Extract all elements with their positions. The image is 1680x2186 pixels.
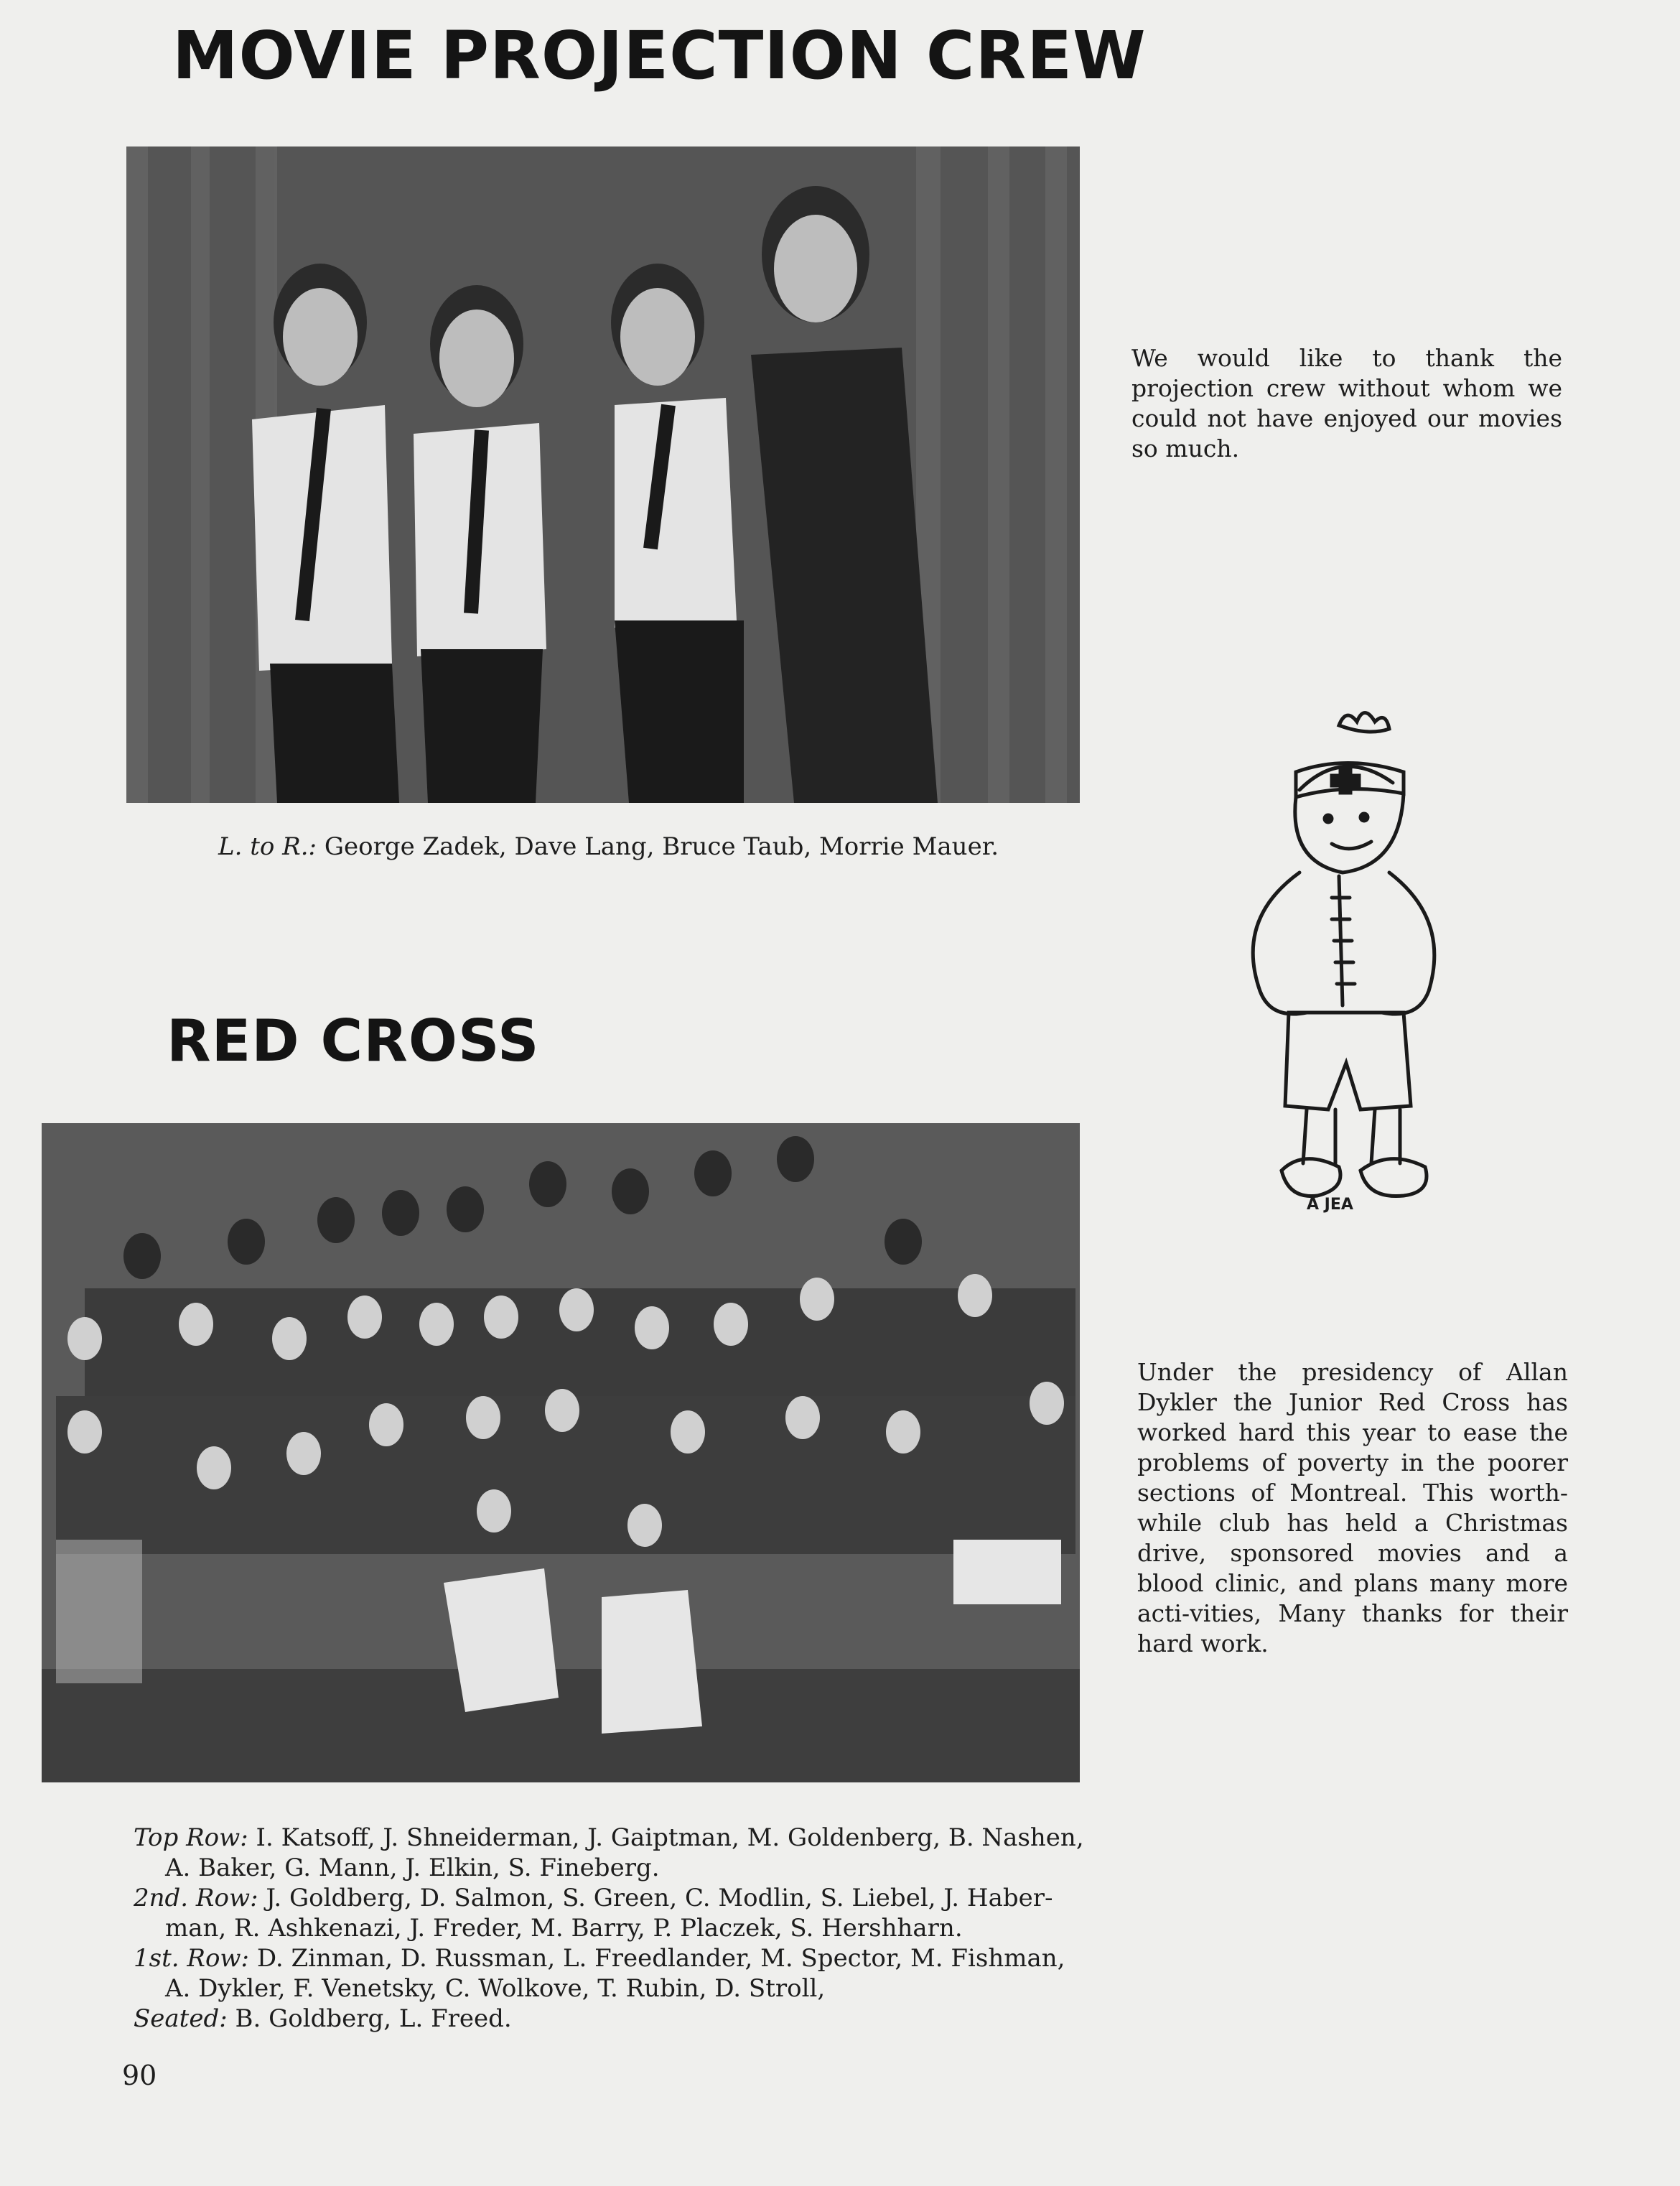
roster-top-row-line1: I. Katsoff, J. Shneiderman, J. Gaiptman, M. Goldenberg, B. Nashen, [256, 1823, 1084, 1852]
roster-first-row [134, 1943, 1084, 1973]
roster-second-row-line2: man, R. Ashkenazi, J. Freder, M. Barry, P. Placzek, S. Hershharn. [165, 1914, 963, 1943]
movie-crew-thanks-text: We would like to thank the projection crew without whom we could not have enjoyed our movies so much. [1131, 344, 1562, 462]
caption-names: George Zadek, Dave Lang, Bruce Taub, Morrie Mauer. [324, 832, 999, 861]
roster-seated [134, 2004, 1084, 2034]
roster-second-row-label: 2nd. Row: [134, 1884, 258, 1912]
movie-crew-photo [126, 146, 1080, 803]
red-cross-cartoon-illustration [1221, 704, 1465, 1221]
movie-crew-caption [218, 832, 999, 862]
roster-second-row-line1: J. Goldberg, D. Salmon, S. Green, C. Modlin, S. Liebel, J. Haber- [266, 1884, 1053, 1912]
roster-second-row [134, 1883, 1084, 1913]
roster-first-row-label: 1st. Row: [134, 1944, 249, 1973]
roster-top-row-label: Top Row: [134, 1823, 248, 1852]
page-number: 90 [122, 2060, 157, 2091]
roster-first-row-line1: D. Zinman, D. Russman, L. Freedlander, M. Spector, M. Fishman, [256, 1944, 1065, 1973]
roster-first-row-line2: A. Dykler, F. Venetsky, C. Wolkove, T. Rubin, D. Stroll, [165, 1974, 826, 2003]
red-cross-description: Under the presidency of Allan Dykler the Junior Red Cross has worked hard this year to ease the problems of poverty in the poorer sections of Montreal. This worth-while club has held a Christmas drive, sponsored movies and a blood clinic, and plans many more acti-vities, Many thanks for their hard work. [1137, 1358, 1568, 1657]
red-cross-title: RED CROSS [167, 1008, 540, 1074]
cartoon-signature: A JEA [1307, 1196, 1353, 1214]
roster-seated-names: B. Goldberg, L. Freed. [235, 2004, 512, 2033]
roster-top-row [134, 1823, 1084, 1853]
roster-top-row-line2: A. Baker, G. Mann, J. Elkin, S. Fineberg. [165, 1854, 660, 1882]
movie-crew-title: MOVIE PROJECTION CREW [172, 17, 1147, 94]
red-cross-roster [134, 1823, 1084, 2034]
caption-prefix: L. to R.: [218, 832, 317, 861]
red-cross-group-photo [42, 1123, 1080, 1782]
roster-seated-label: Seated: [134, 2004, 228, 2033]
